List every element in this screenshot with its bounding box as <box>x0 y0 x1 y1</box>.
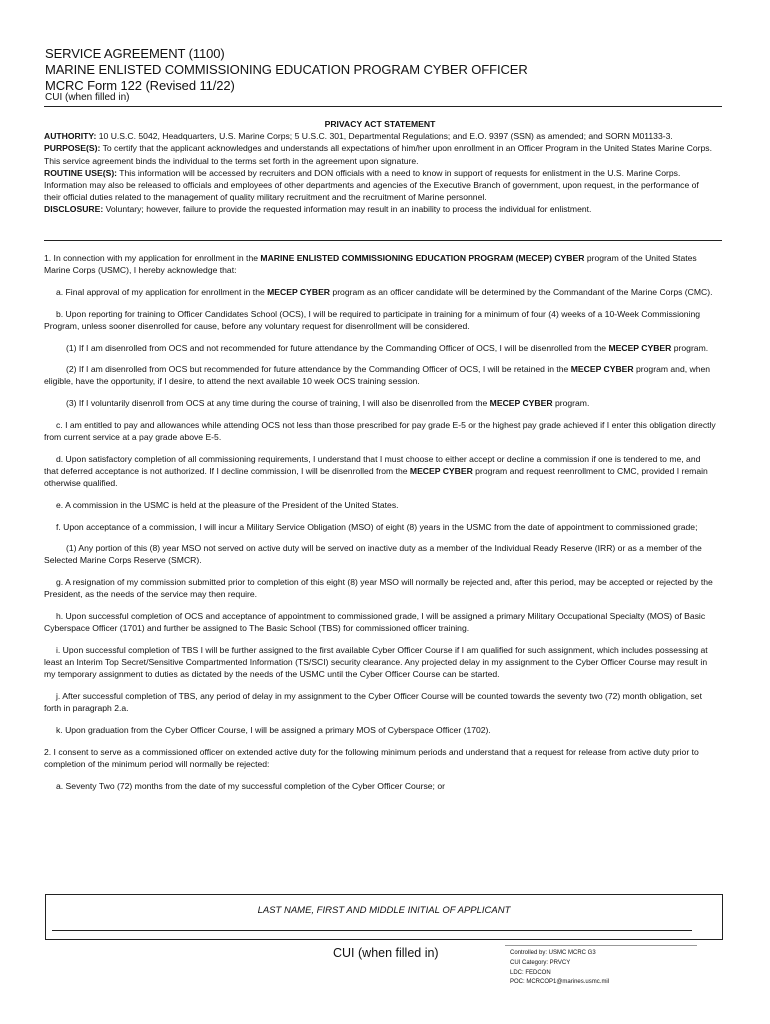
program-name: MECEP CYBER <box>489 398 553 409</box>
paragraph-1f1: (1) Any portion of this (8) year MSO not served on active duty will be served on inactive duty as a member of the Individual Ready Reserve (IRR) or as a member of the Selected Marine Corps Reserve (SMCR). <box>44 543 702 566</box>
ldc: LDC: FEDCON <box>510 969 551 976</box>
poc: POC: MCRCOP1@marines.usmc.mil <box>510 979 610 986</box>
paragraph-1b2-text: (2) If I am disenrolled from OCS but recommended for future attendance by the Commanding Officer of OCS, I will be retained in the <box>66 364 571 375</box>
disclosure-text: Voluntary; however, failure to provide the requested information may result in an inability to process the individual for enlistment. <box>103 204 592 215</box>
paragraph-1d-text-end: program and request reenrollment to CMC, provided I remain otherwise qualified. <box>44 465 708 489</box>
disclosure-label: DISCLOSURE: <box>44 204 104 215</box>
routine-use-text: This information will be accessed by recruiters and DON officials with a need to know in support of requests for enlistment in the U.S. Marine Corps. Information may also be released to officials and employees of other departments and agencies of the Executive Branch of government, upon request, in the performance of their official duties related to the management of quality military recruitment and the recruitment of Marine personnel. <box>44 167 699 203</box>
applicant-name-line <box>52 930 692 931</box>
paragraph-1k: k. Upon graduation from the Cyber Officer Course, I will be assigned a primary MOS of Cyberspace Officer (1702). <box>56 724 491 735</box>
controlled-by: Controlled by: USMC MCRC G3 <box>510 950 596 956</box>
cui-marking-footer: CUI (when filled in) <box>333 946 439 960</box>
program-title: MARINE ENLISTED COMMISSIONING EDUCATION PROGRAM CYBER OFFICER <box>45 62 528 77</box>
routine-use-paragraph <box>44 167 716 204</box>
paragraph-1f: f. Upon acceptance of a commission, I will incur a Military Service Obligation (MSO) of eight (8) years in the USMC from the date of appointment to commissioned grade; <box>56 521 698 532</box>
purpose-paragraph <box>44 142 716 166</box>
authority-paragraph <box>44 130 716 142</box>
paragraph-1b3 <box>44 397 716 409</box>
paragraph-2a: a. Seventy Two (72) months from the date of my successful completion of the Cyber Officer Course; or <box>56 780 445 791</box>
paragraph-1b: b. Upon reporting for training to Officer Candidates School (OCS), I will be required to participate in training for a minimum of four (4) weeks of a 10-Week Commissioning Program, unless sooner disenrolled for cause, before any voluntary request for disenrollment will be considered. <box>44 308 701 331</box>
paragraph-1d <box>44 453 716 490</box>
applicant-name-label: LAST NAME, FIRST AND MIDDLE INITIAL OF APPLICANT <box>257 905 511 916</box>
form-number: MCRC Form 122 (Revised 11/22) <box>45 78 235 93</box>
purpose-label: PURPOSE(S): <box>44 143 101 154</box>
privacy-divider <box>44 240 722 241</box>
paragraph-1a-text-end: program as an officer candidate will be determined by the Commandant of the Marine Corps (CMC). <box>330 286 713 297</box>
agreement-body <box>44 252 716 801</box>
paragraph-1a-text: a. Final approval of my application for enrollment in the <box>56 286 268 297</box>
paragraph-1-text-end: program of the United States Marine Corps (USMC), I hereby acknowledge that: <box>44 253 697 276</box>
cui-category: CUI Category: PRVCY <box>510 959 571 966</box>
paragraph-1c: c. I am entitled to pay and allowances while attending OCS not less than those prescribed for pay grade E-5 or the highest pay grade achieved if I enter this obligation directly from current service at a pay grade above E-5. <box>44 419 716 443</box>
paragraph-1b2 <box>44 363 716 387</box>
control-block-divider <box>505 945 697 946</box>
paragraph-1b1 <box>44 342 716 354</box>
paragraph-1b2-text-end: program and, when eligible, have the opportunity, if I desire, to attend the next available 10 week OCS training session. <box>44 364 711 387</box>
paragraph-2: 2. I consent to serve as a commissioned officer on extended active duty for the following minimum periods and understand that a request for release from active duty prior to completion of the minimum period will normally be rejected: <box>44 746 699 769</box>
privacy-title: PRIVACY ACT STATEMENT <box>324 119 436 129</box>
header-divider <box>44 106 722 107</box>
privacy-act-statement <box>44 118 716 216</box>
purpose-text: To certify that the applicant acknowledges and understands all expectations of him/her upon enrollment in an Officer Program in the United States Marine Corps. This service agreement binds the individual to the terms set forth in the agreement upon signature. <box>44 143 712 166</box>
paragraph-1g: g. A resignation of my commission submitted prior to completion of this eight (8) year MSO will normally be rejected and, after this period, may be accepted or rejected by the President, as the needs of the service may then require. <box>44 577 713 600</box>
program-name: MECEP CYBER <box>409 465 473 476</box>
paragraph-1i: i. Upon successful completion of TBS I will be further assigned to the first available Cyber Officer Course if I am qualified for such assignment, which includes possessing at least an Interim Top Secret/Sensitive Compartmented Information (TS/SCI) security clearance. Any projected delay in my assignment to the Cyber Officer Course may result in my temporary assignment to duties as dictated by the needs of the USMC until the Cyber Officer Course can be started. <box>44 644 708 680</box>
disclosure-paragraph <box>44 203 716 215</box>
paragraph-1b3-text-end: program. <box>552 398 590 409</box>
authority-label: AUTHORITY: <box>44 131 97 142</box>
program-name: MECEP CYBER <box>608 342 672 353</box>
program-name: MECEP CYBER <box>570 364 634 375</box>
paragraph-1b1-text-end: program. <box>671 342 709 353</box>
paragraph-1 <box>44 252 716 276</box>
program-name: MECEP CYBER <box>267 286 331 297</box>
authority-text: 10 U.S.C. 5042, Headquarters, U.S. Marine Corps; 5 U.S.C. 301, Departmental Regulations; and E.O. 9397 (SSN) as amended; and SORN M01133-3. <box>96 131 673 142</box>
paragraph-1d-text: d. Upon satisfactory completion of all commissioning requirements, I understand that I must choose to either accept or decline a commission if one is tendered to me, and that deferred acceptance is not authorized. If I decline commission, I will be disenrolled from the <box>44 453 701 476</box>
form-title: SERVICE AGREEMENT (1100) <box>45 46 225 61</box>
paragraph-1e: e. A commission in the USMC is held at the pleasure of the President of the United States. <box>56 499 399 510</box>
routine-use-label: ROUTINE USE(S): <box>44 167 118 178</box>
program-name: MARINE ENLISTED COMMISSIONING EDUCATION PROGRAM (MECEP) CYBER <box>260 253 585 263</box>
paragraph-1b3-text: (3) If I voluntarily disenroll from OCS at any time during the course of training, I will also be disenrolled from the <box>66 398 490 409</box>
paragraph-1j: j. After successful completion of TBS, any period of delay in my assignment to the Cyber Officer Course will be counted towards the seventy two (72) month obligation, set forth in paragraph 2.a. <box>44 691 702 714</box>
applicant-name-box[interactable] <box>45 894 723 940</box>
paragraph-1h: h. Upon successful completion of OCS and acceptance of appointment to commissioned grade, I will be assigned a primary Military Occupational Specialty (MOS) of Basic Cyberspace Officer (1701) and further be assigned to The Basic School (TBS) for commissioned officer training. <box>44 611 706 634</box>
cui-control-block <box>510 949 609 988</box>
cui-marking-header: CUI (when filled in) <box>45 92 130 103</box>
paragraph-1a <box>44 286 716 298</box>
paragraph-1b1-text: (1) If I am disenrolled from OCS and not recommended for future attendance by the Commanding Officer of OCS, I will be disenrolled from the <box>66 342 609 353</box>
paragraph-1-text: 1. In connection with my application for enrollment in the <box>44 253 261 263</box>
